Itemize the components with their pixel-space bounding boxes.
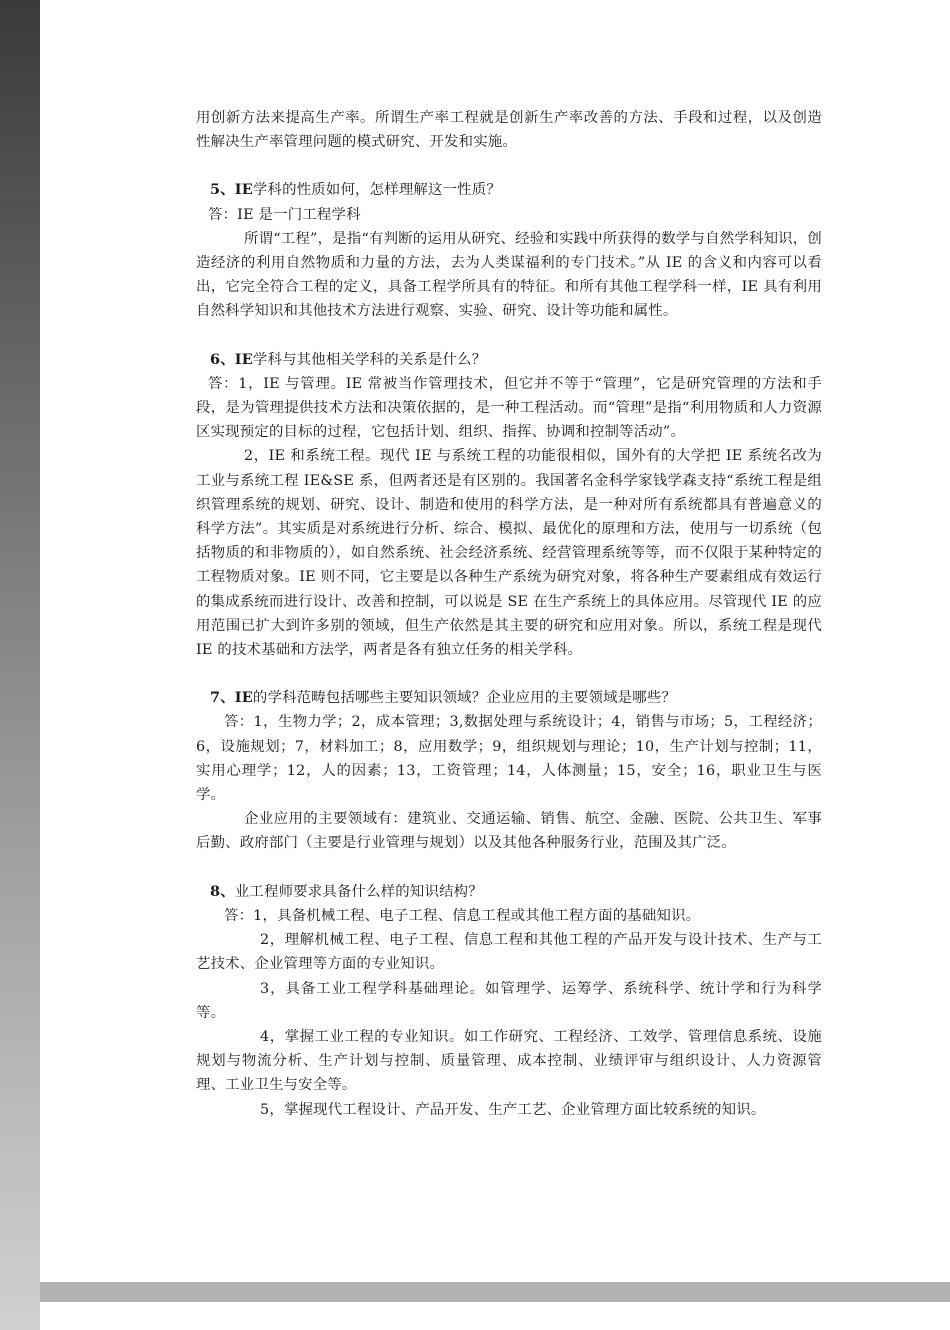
document-body	[196, 106, 822, 1122]
question-8: 8、业工程师要求具备什么样的知识结构？	[210, 882, 483, 900]
answer-7-apps: 企业应用的主要领域有：建筑业、交通运输、销售、航空、金融、医院、公共卫生、军事后勤、政府部门（主要是行业管理与规划）以及其他各种服务行业，范围及其广泛。	[196, 811, 822, 852]
left-margin-bar	[0, 0, 40, 1330]
bottom-band	[40, 1282, 950, 1302]
question-5: 5、IE学科的性质如何，怎样理解这一性质？	[210, 181, 501, 199]
paragraph-intro: 用创新方法来提高生产率。所谓生产率工程就是创新生产率改善的方法、手段和过程，以及创造性解决生产率管理问题的模式研究、开发和实施。	[196, 110, 822, 151]
answer-8-item3: 3，具备工业工程学科基础理论。如管理学、运筹学、系统科学、统计学和行为科学等。	[196, 980, 822, 1021]
answer-8-item1: 答：1，具备机械工程、电子工程、信息工程或其他工程方面的基础知识。	[224, 907, 701, 924]
bottom-margin	[40, 1302, 950, 1330]
answer-5-body: 所谓“工程”，是指“有判断的运用从研究、经验和实践中所获得的数学与自然学科知识，创造经济的利用自然物质和力量的方法，去为人类谋福利的专门技术。”从 IE 的含义和内容可以看出，它完全符合工程的定义，具备工程学所具有的特征。和所有其他工程学科一样，IE 具有利用自然科学知识和其他技术方法进行观察、实验、研究、设计等功能和属性。	[196, 230, 822, 320]
question-6: 6、IE学科与其他相关学科的关系是什么？	[210, 350, 487, 368]
answer-8-item5: 5，掌握现代工程设计、产品开发、生产工艺、企业管理方面比较系统的知识。	[260, 1101, 766, 1118]
answer-5-line: 答：IE 是一门工程学科	[208, 206, 361, 223]
answer-6-part1: 答：1，IE 与管理。IE 常被当作管理技术，但它并不等于“管理”，它是研究管理的方法和手段，是为管理提供技术方法和决策依据的，是一种工程活动。而“管理”是指“利用物质和人力资源区实现预定的目标的过程，它包括计划、组织、指挥、协调和控制等活动”。	[196, 375, 822, 441]
answer-8-item2: 2，理解机械工程、电子工程、信息工程和其他工程的产品开发与设计技术、生产与工艺技术、企业管理等方面的专业知识。	[196, 932, 822, 973]
answer-7-list: 答：1，生物力学；2，成本管理；3,数据处理与系统设计；4，销售与市场；5，工程经济；6，设施规划；7，材料加工；8，应用数学；9，组织规划与理论；10，生产计划与控制；11，实用心理学；12，人的因素；13，工资管理；14，人体测量；15，安全；16，职业卫生与医学。	[196, 714, 822, 804]
answer-6-part2: 2，IE 和系统工程。现代 IE 与系统工程的功能很相似，国外有的大学把 IE 系统名改为工业与系统工程 IE&SE 系，但两者还是有区别的。我国著名金科学家钱学森支持“系统工程是组织管理系统的规划、研究、设计、制造和使用的科学方法，是一种对所有系统都具有普遍意义的科学方法”。其实质是对系统进行分析、综合、模拟、最优化的原理和方法，使用与一切系统（包括物质的和非物质的），如自然系统、社会经济系统、经营管理系统等等，而不仅限于某种特定的工程物质对象。IE 则不同，它主要是以各种生产系统为研究对象，将各种生产要素组成有效运行的集成系统而进行设计、改善和控制，可以说是 SE 在生产系统上的具体应用。尽管现代 IE 的应用范围已扩大到许多别的领域，但生产依然是其主要的研究和应用对象。所以，系统工程是现代 IE 的技术基础和方法学，两者是各有独立任务的相关学科。	[196, 448, 822, 659]
answer-8-item4: 4，掌握工业工程的专业知识。如工作研究、工程经济、工效学、管理信息系统、设施规划与物流分析、生产计划与控制、质量管理、成本控制、业绩评审与组织设计、人力资源管理、工业卫生与安全等。	[196, 1028, 822, 1094]
question-7: 7、IE的学科范畴包括哪些主要知识领域？企业应用的主要领域是哪些？	[210, 689, 677, 707]
